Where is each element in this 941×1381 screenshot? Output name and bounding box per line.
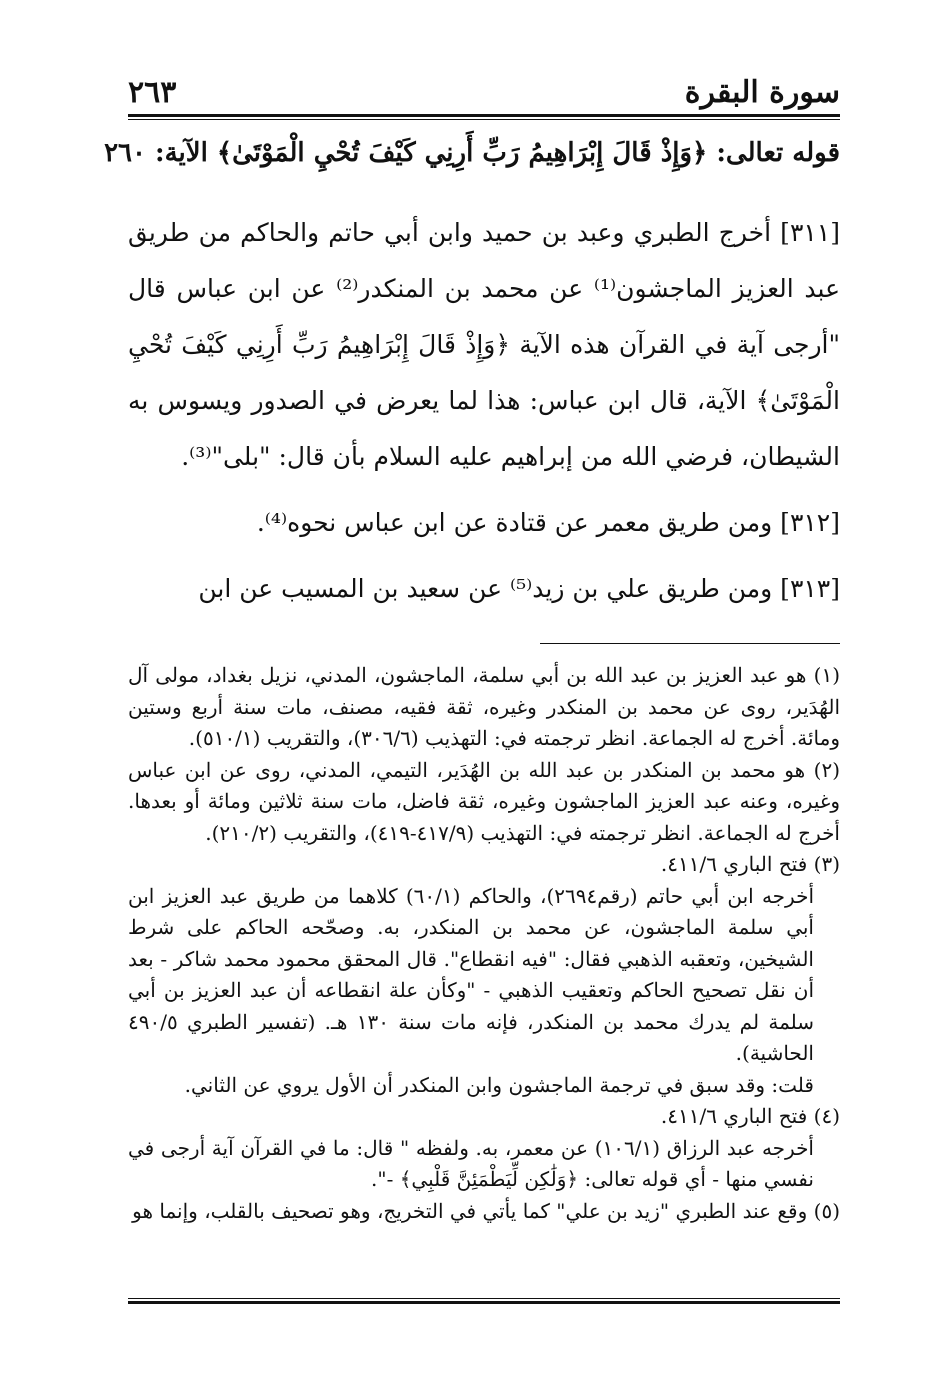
footnote-separator bbox=[540, 643, 840, 644]
verse-heading: قوله تعالى: ﴿وَإِذْ قَالَ إِبْرَاهِيمُ رَبِّ أَرِنِي كَيْفَ تُحْيِ الْمَوْتَىٰ﴾ الآية: ٢٦٠ bbox=[104, 138, 840, 168]
footnote-4-detail: أخرجه عبد الرزاق (١٠٦/١) عن معمر، به. ولفظه " قال: ما في القرآن آية أرجى في نفسي منها - أي قوله تعالى: ﴿وَلَٰكِن لِّيَطْمَئِنَّ قَلْبِي﴾ -". bbox=[128, 1135, 814, 1191]
footnote-1: (١) هو عبد العزيز بن عبد الله بن أبي سلمة، الماجشون، المدني، نزيل بغداد، مولى آل الهُدَير، روى عن محمد بن المنكدر وغيره، ثقة فقيه، مصنف، مات سنة أربع وستين ومائة. أخرج له الجماعة. انظر ترجمته في: التهذيب (٣٠٦/٦)، والتقريب (٥١٠/١). bbox=[128, 663, 840, 750]
header-rule bbox=[128, 114, 840, 120]
narration-313: [٣١٣] ومن طريق علي بن زيد⁽⁵⁾ عن سعيد بن المسيب عن ابن bbox=[198, 574, 840, 603]
footer-rule bbox=[128, 1298, 840, 1304]
main-text bbox=[128, 205, 840, 617]
surah-title: سورة البقرة bbox=[684, 75, 840, 110]
footnote-4: (٤) فتح الباري ٤١١/٦. bbox=[660, 1104, 840, 1128]
footnotes bbox=[128, 660, 840, 1227]
page-number: ٢٦٣ bbox=[128, 75, 177, 110]
footnote-5: (٥) وقع عند الطبري "زيد بن علي" كما يأتي في التخريج، وهو تصحيف بالقلب، وإنما هو bbox=[132, 1198, 840, 1223]
page-header bbox=[128, 70, 840, 110]
narration-312: [٣١٢] ومن طريق معمر عن قتادة عن ابن عباس نحوه⁽⁴⁾. bbox=[256, 508, 840, 537]
footnote-3-note: قلت: وقد سبق في ترجمة الماجشون وابن المنكدر أن الأول يروي عن الثاني. bbox=[184, 1072, 814, 1097]
footnote-3-detail: أخرجه ابن أبي حاتم (رقم٢٦٩٤)، والحاكم (٦٠/١) كلاهما من طريق عبد العزيز ابن أبي سلمة الماجشون، عن محمد بن المنكدر، به. وصحّحه الحاكم على شرط الشيخين، وتعقبه الذهبي فقال: "فيه انقطاع". قال المحقق محمود محمد شاكر - بعد أن نقل تصحيح الحاكم وتعقيب الذهبي - "وكأن علة انقطاعه أن عبد العزيز بن أبي سلمة لم يدرك محمد بن المنكدر، فإنه مات سنة ١٣٠ هـ. (تفسير الطبري ٤٩٠/٥ الحاشية). bbox=[128, 883, 815, 1065]
narration-311: [٣١١] أخرج الطبري وعبد بن حميد وابن أبي حاتم والحاكم من طريق عبد العزيز الماجشون⁽¹⁾ عن محمد بن المنكدر⁽²⁾ عن ابن عباس قال "أرجى آية في القرآن هذه الآية ﴿وَإِذْ قَالَ إِبْرَاهِيمُ رَبِّ أَرِنِي كَيْفَ تُحْيِ الْمَوْتَىٰ﴾ الآية، قال ابن عباس: هذا لما يعرض في الصدور ويسوس به الشيطان، فرضي الله من إبراهيم عليه السلام بأن قال: "بلى"⁽³⁾. bbox=[128, 218, 841, 471]
footnote-2: (٢) هو محمد بن المنكدر بن عبد الله بن الهُدَير، التيمي، المدني، روى عن ابن عباس وغيره، وعنه عبد العزيز الماجشون وغيره، ثقة فاضل، مات سنة ثلاثين ومائة أو بعدها. أخرج له الجماعة. انظر ترجمته في: التهذيب (٤١٧/٩-٤١٩)، والتقريب (٢١٠/٢). bbox=[128, 757, 840, 845]
footnote-3: (٣) فتح الباري ٤١١/٦. bbox=[660, 852, 840, 876]
